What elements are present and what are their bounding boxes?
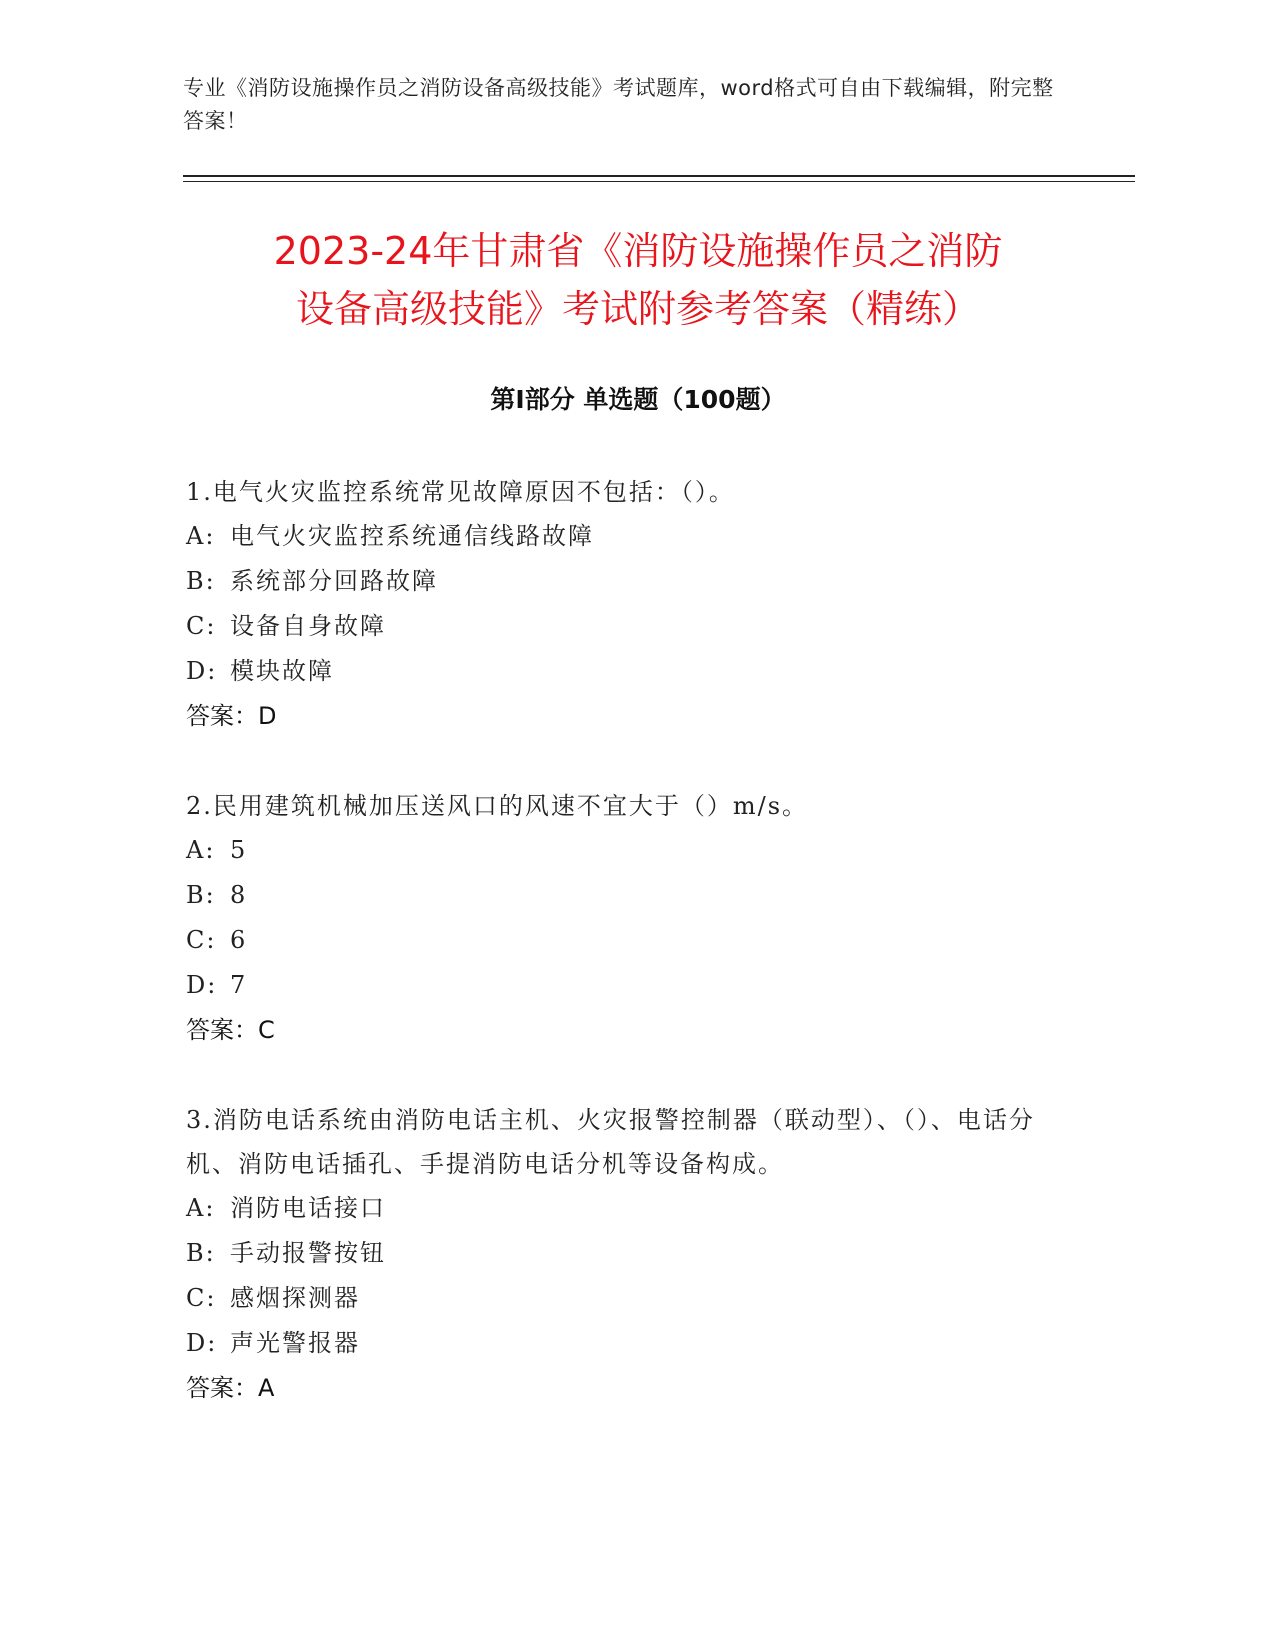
option-d [186, 649, 1086, 694]
question-stem: 2.民用建筑机械加压送风口的风速不宜大于（）m/s。 [186, 792, 809, 820]
question-2 [186, 784, 1086, 1053]
document-title [183, 222, 1093, 338]
answer: 答案：D [186, 702, 277, 730]
option-letter: C: [186, 926, 217, 954]
question-stem: 1.电气火灾监控系统常见故障原因不包括：（）。 [186, 478, 735, 506]
option-text: 模块故障 [230, 657, 334, 685]
question-stem: 3.消防电话系统由消防电话主机、火灾报警控制器（联动型）、（）、电话分机、消防电话插孔、手提消防电话分机等设备构成。 [186, 1106, 1035, 1178]
option-text: 感烟探测器 [230, 1284, 360, 1312]
option-letter: D: [186, 1329, 218, 1357]
option-c [186, 918, 1086, 963]
option-letter: A: [186, 1194, 216, 1222]
option-a [186, 828, 1086, 873]
option-text: 7 [230, 971, 248, 999]
section-title: 第Ⅰ部分 单选题（100题） [490, 385, 786, 414]
option-letter: A: [186, 836, 216, 864]
header-rule-top [183, 175, 1135, 177]
header-note: 专业《消防设施操作员之消防设备高级技能》考试题库，word格式可自由下载编辑，附完整答案！ [183, 76, 1054, 133]
option-letter: B: [186, 881, 216, 909]
option-a [186, 1186, 1086, 1231]
option-d [186, 963, 1086, 1008]
option-text: 6 [230, 926, 248, 954]
option-text: 电气火灾监控系统通信线路故障 [230, 522, 594, 550]
option-letter: C: [186, 612, 217, 640]
option-b [186, 873, 1086, 918]
question-1 [186, 470, 1086, 739]
option-letter: B: [186, 567, 216, 595]
title-line-2: 设备高级技能》考试附参考答案（精练） [295, 287, 980, 331]
option-text: 手动报警按钮 [230, 1239, 386, 1267]
option-letter: B: [186, 1239, 216, 1267]
option-c [186, 604, 1086, 649]
option-text: 系统部分回路故障 [230, 567, 438, 595]
option-text: 设备自身故障 [230, 612, 386, 640]
option-a [186, 514, 1086, 559]
option-letter: D: [186, 971, 218, 999]
option-letter: C: [186, 1284, 217, 1312]
option-b [186, 1231, 1086, 1276]
option-text: 声光警报器 [230, 1329, 360, 1357]
option-text: 8 [230, 881, 248, 909]
option-b [186, 559, 1086, 604]
option-text: 5 [230, 836, 248, 864]
question-list [186, 470, 1086, 1456]
option-text: 消防电话接口 [230, 1194, 386, 1222]
option-letter: A: [186, 522, 216, 550]
answer: 答案：A [186, 1374, 275, 1402]
option-d [186, 1321, 1086, 1366]
question-3 [186, 1098, 1086, 1411]
header-rule-bottom [183, 181, 1135, 182]
title-line-1: 2023-24年甘肃省《消防设施操作员之消防 [273, 229, 1003, 273]
answer: 答案：C [186, 1016, 275, 1044]
option-letter: D: [186, 657, 218, 685]
option-c [186, 1276, 1086, 1321]
